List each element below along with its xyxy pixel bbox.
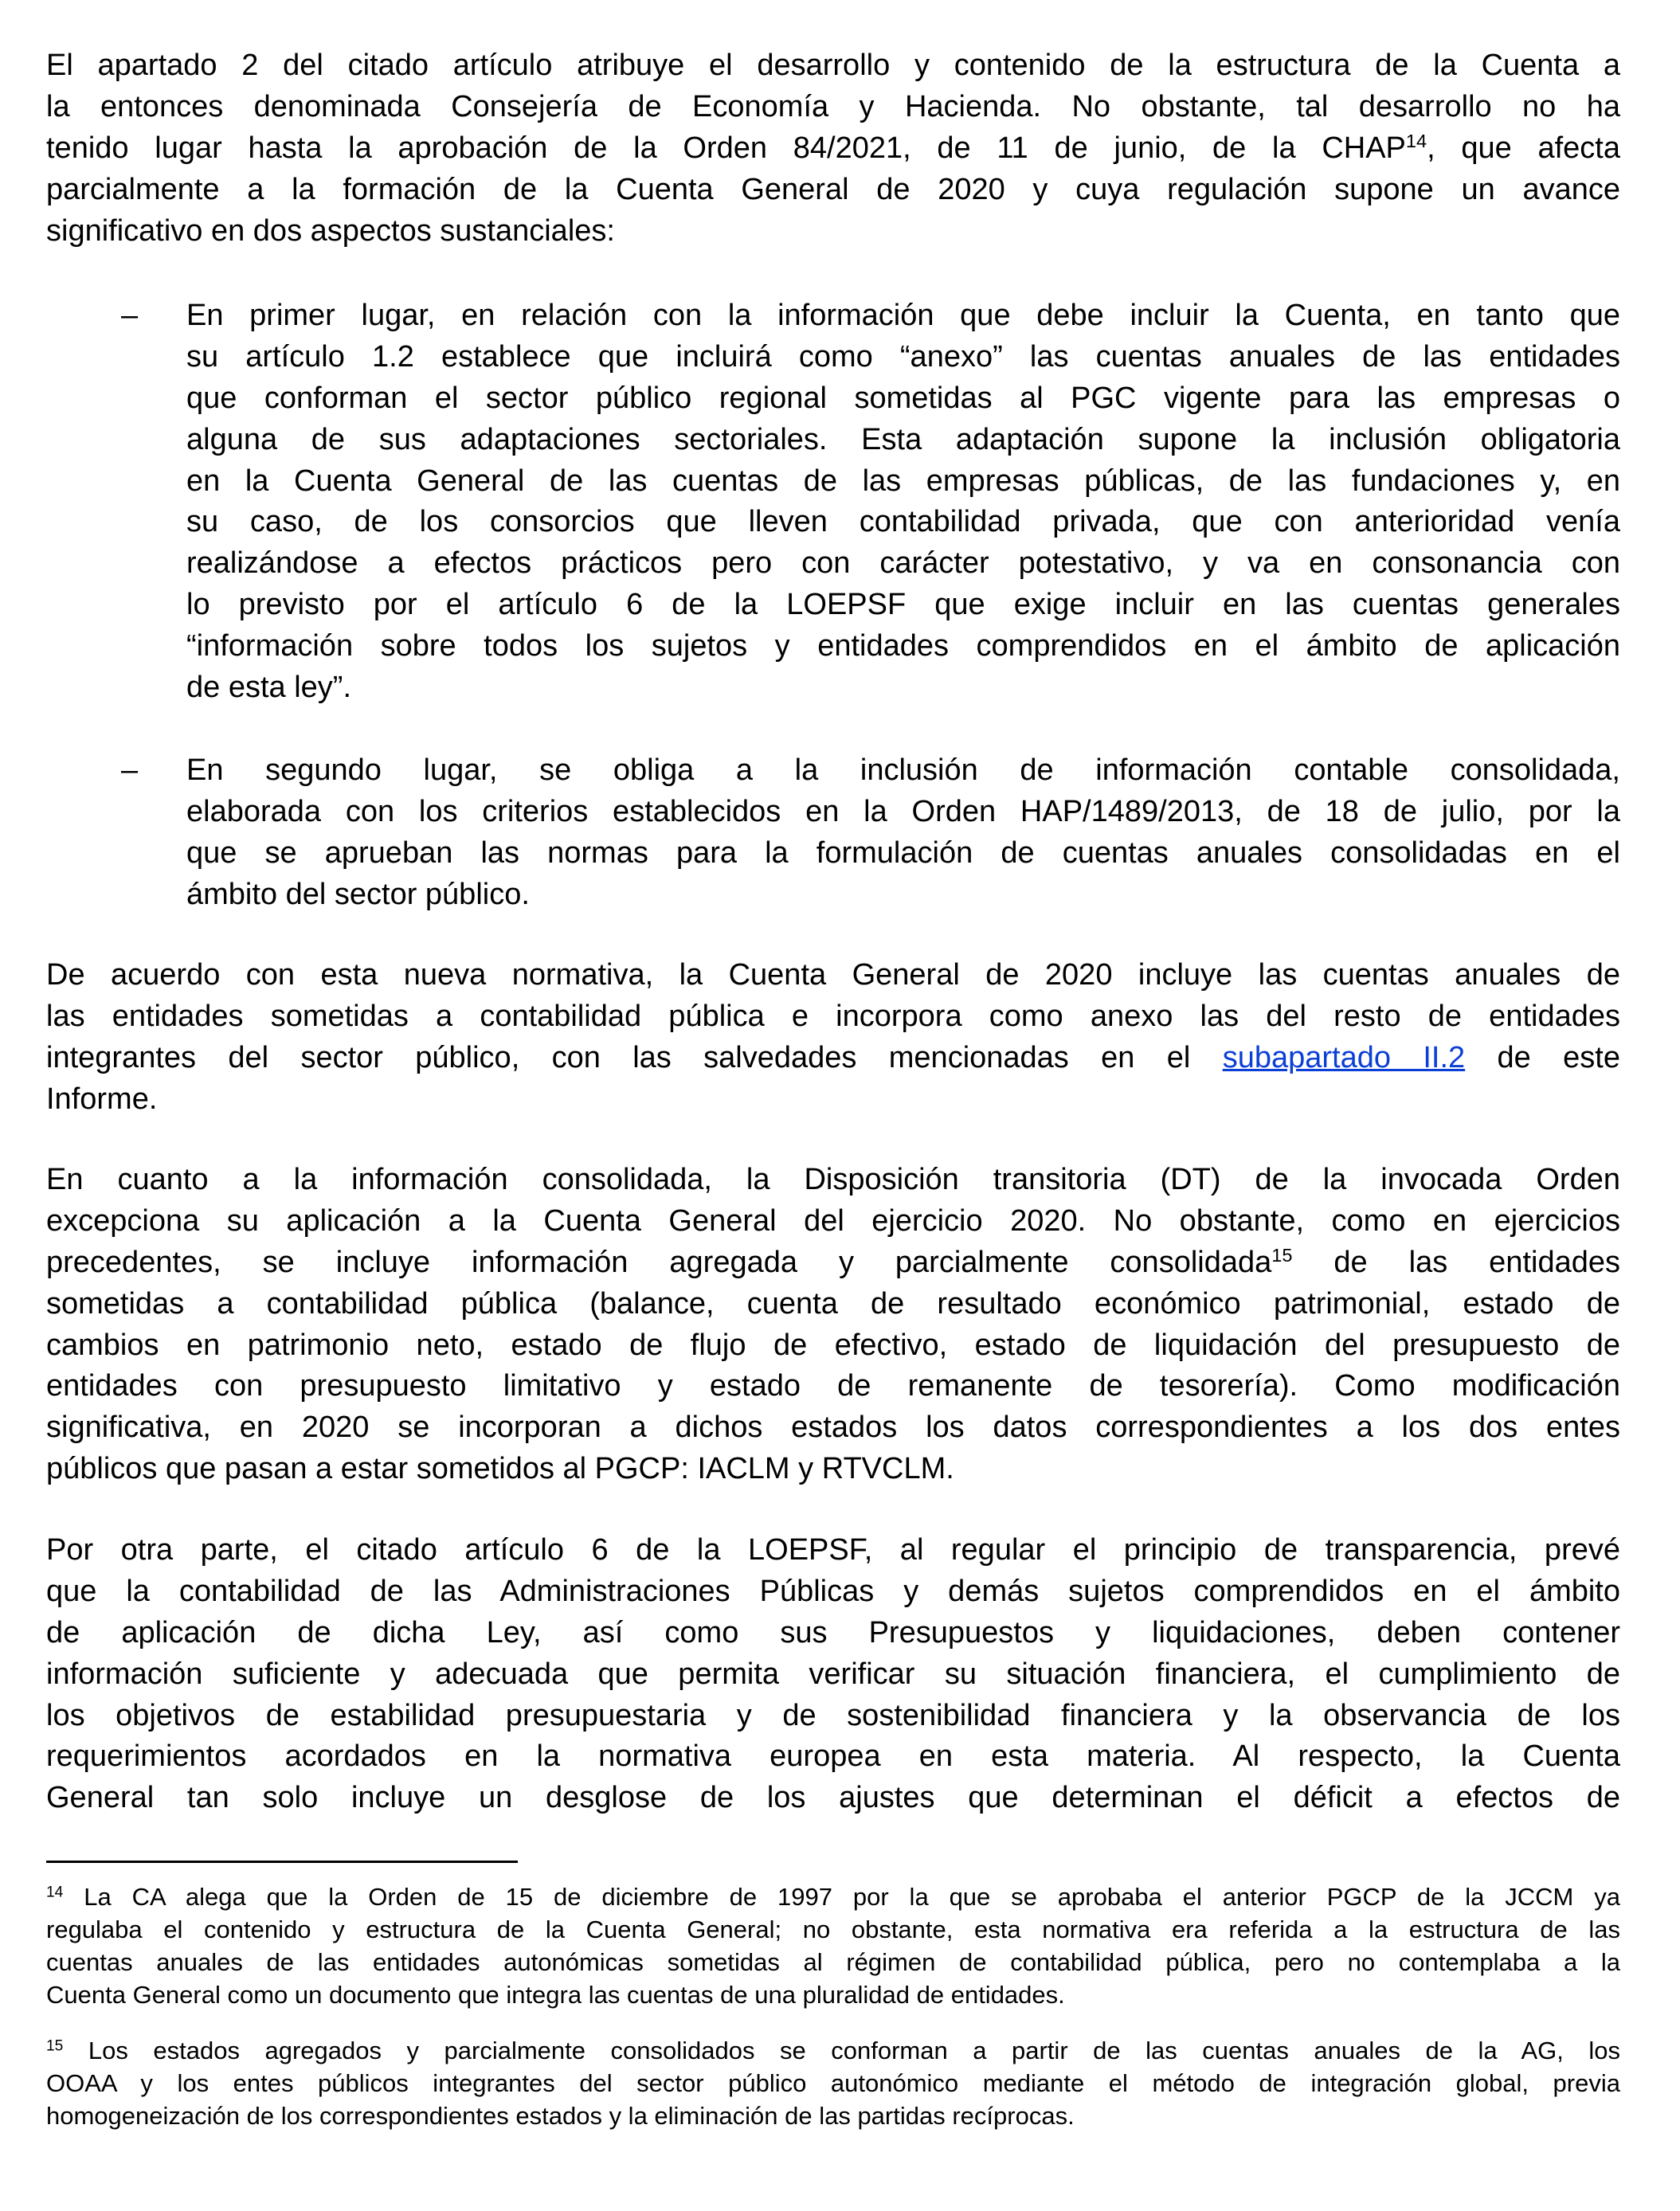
text-line: Informe.: [46, 1082, 158, 1116]
text-line: [46, 1242, 1620, 1284]
text-line: de esta ley”.: [186, 671, 351, 705]
subapartado-link[interactable]: subapartado II.2: [1222, 1040, 1466, 1074]
text-segment: , que afecta: [1427, 131, 1620, 165]
text-line: las entidades sometidas a contabilidad pública e incorpora como anexo las del resto de entidades: [46, 999, 1620, 1033]
text-line: públicos que pasan a estar sometidos al PGCP: IACLM y RTVCLM.: [46, 1452, 954, 1486]
text-line: ámbito del sector público.: [186, 877, 530, 911]
text-line: requerimientos acordados en la normativa europea en esta materia. Al respecto, la Cuenta: [46, 1739, 1620, 1774]
text-line: de aplicación de dicha Ley, así como sus Presupuestos y liquidaciones, deben contener: [46, 1615, 1620, 1649]
footnote-separator: [46, 1861, 518, 1863]
text-line: [46, 1880, 1620, 1913]
text-segment: de las entidades: [1292, 1245, 1620, 1279]
text-line: en la Cuenta General de las cuentas de las empresas públicas, de las fundaciones y, en: [186, 464, 1620, 498]
text-line: En cuanto a la información consolidada, la Disposición transitoria (DT) de la invocada Orden: [46, 1163, 1620, 1196]
text-segment: La CA alega que la Orden de 15 de diciembre de 1997 por la que se aprobaba el anterior PGCP de la JCCM ya: [63, 1883, 1620, 1911]
text-segment: tenido lugar hasta la aprobación de la Orden 84/2021, de 11 de junio, de la CHAP: [46, 131, 1406, 165]
paragraph-4: [46, 1530, 1620, 1819]
text-line: “información sobre todos los sujetos y entidades comprendidos en el ámbito de aplicación: [186, 629, 1620, 663]
text-segment: Los estados agregados y parcialmente consolidados se conforman a partir de las cuentas anuales de la AG, los: [63, 2037, 1620, 2064]
paragraph-1: [46, 45, 1620, 252]
text-line: su artículo 1.2 establece que incluirá como “anexo” las cuentas anuales de las entidades: [186, 339, 1620, 374]
text-line: que se aprueban las normas para la formulación de cuentas anuales consolidadas en el: [186, 835, 1620, 870]
text-line: que la contabilidad de las Administraciones Públicas y demás sujetos comprendidos en el ámbito: [46, 1574, 1620, 1608]
text-line: realizándose a efectos prácticos pero con carácter potestativo, y va en consonancia con: [186, 546, 1620, 581]
text-line: El apartado 2 del citado artículo atribuye el desarrollo y contenido de la estructura de la Cuenta a: [46, 49, 1620, 82]
text-line: la entonces denominada Consejería de Economía y Hacienda. No obstante, tal desarrollo no ha: [46, 89, 1620, 123]
footnote-reference: 14: [1405, 130, 1427, 151]
text-segment: integrantes del sector público, con las salvedades mencionadas en el: [46, 1040, 1223, 1074]
text-line: parcialmente a la formación de la Cuenta General de 2020 y cuya regulación supone un avance: [46, 172, 1620, 206]
text-line: [46, 128, 1620, 170]
text-line: regulaba el contenido y estructura de la Cuenta General; no obstante, esta normativa era referida a la estructura de las: [46, 1916, 1620, 1943]
text-line: De acuerdo con esta nueva normativa, la Cuenta General de 2020 incluye las cuentas anuales de: [46, 958, 1620, 992]
text-line: [46, 1038, 1620, 1079]
bullet-item-1: [121, 295, 1620, 709]
text-line: cambios en patrimonio neto, estado de flujo de efectivo, estado de liquidación del presupuesto de: [46, 1328, 1620, 1362]
footnote-reference: 15: [46, 2037, 64, 2055]
text-line: excepciona su aplicación a la Cuenta General del ejercicio 2020. No obstante, como en ejercicios: [46, 1203, 1620, 1238]
text-line: lo previsto por el artículo 6 de la LOEPSF que exige incluir en las cuentas generales: [186, 588, 1620, 622]
bullet-item-2: [121, 750, 1620, 916]
footnote-14: [46, 1880, 1620, 2011]
footnote-15: [46, 2034, 1620, 2132]
footnote-reference: 14: [46, 1884, 64, 1901]
text-line: General tan solo incluye un desglose de los ajustes que determinan el déficit a efectos de: [46, 1781, 1620, 1815]
text-segment: de este: [1465, 1040, 1620, 1074]
text-line: OOAA y los entes públicos integrantes del sector público autonómico mediante el método de integración global, previa: [46, 2069, 1620, 2097]
text-line: los objetivos de estabilidad presupuestaria y de sostenibilidad financiera y la observancia de los: [46, 1698, 1620, 1732]
text-line: entidades con presupuesto limitativo y estado de remanente de tesorería). Como modificación: [46, 1369, 1620, 1403]
text-line: elaborada con los criterios establecidos en la Orden HAP/1489/2013, de 18 de julio, por la: [186, 794, 1620, 828]
text-line: significativa, en 2020 se incorporan a dichos estados los datos correspondientes a los dos entes: [46, 1411, 1620, 1445]
text-line: que conforman el sector público regional sometidas al PGC vigente para las empresas o: [186, 381, 1620, 415]
text-line: [46, 2034, 1620, 2067]
text-line: su caso, de los consorcios que lleven contabilidad privada, que con anterioridad venía: [186, 505, 1620, 539]
text-line: alguna de sus adaptaciones sectoriales. Esta adaptación supone la inclusión obligatoria: [186, 422, 1620, 456]
footnote-reference: 15: [1271, 1244, 1293, 1266]
text-line: información suficiente y adecuada que permita verificar su situación financiera, el cumplimiento de: [46, 1657, 1620, 1691]
paragraph-2: [46, 955, 1620, 1121]
text-line: homogeneización de los correspondientes estados y la eliminación de las partidas recíprocas.: [46, 2102, 1075, 2130]
paragraph-3: [46, 1160, 1620, 1490]
text-line: cuentas anuales de las entidades autonómicas sometidas al régimen de contabilidad pública, pero no contemplaba a la: [46, 1948, 1620, 1976]
bullet-dash-icon: –: [121, 753, 139, 787]
text-line: sometidas a contabilidad pública (balance, cuenta de resultado económico patrimonial, estado de: [46, 1286, 1620, 1321]
text-line: Por otra parte, el citado artículo 6 de la LOEPSF, al regular el principio de transparencia, prevé: [46, 1533, 1620, 1567]
bullet-dash-icon: –: [121, 299, 139, 332]
text-line: En primer lugar, en relación con la información que debe incluir la Cuenta, en tanto que: [186, 299, 1620, 332]
text-line: Cuenta General como un documento que integra las cuentas de una pluralidad de entidades.: [46, 1981, 1065, 2009]
text-line: significativo en dos aspectos sustanciales:: [46, 213, 615, 248]
text-segment: precedentes, se incluye información agregada y parcialmente consolidada: [46, 1245, 1272, 1279]
text-line: En segundo lugar, se obliga a la inclusión de información contable consolidada,: [186, 753, 1620, 787]
